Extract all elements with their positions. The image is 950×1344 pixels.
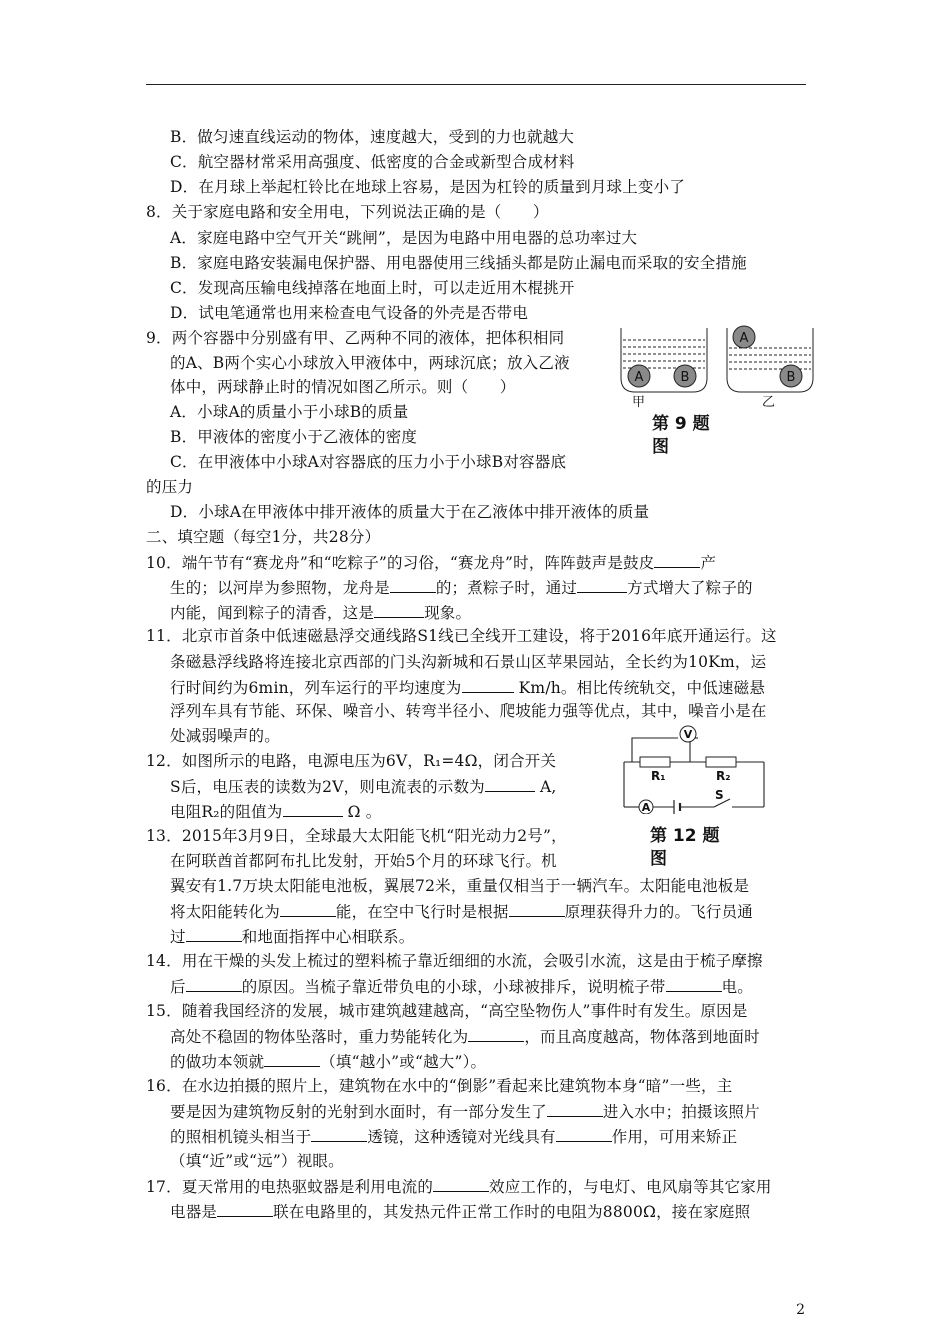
svg-text:B: B: [680, 370, 690, 385]
q9-option-d: D．小球A在甲液体中排开液体的质量大于在乙液体中排开液体的质量: [170, 503, 650, 521]
q12-voltmeter: [680, 726, 696, 742]
q12-label-r1: R₁: [651, 769, 666, 783]
q9-option-b: B．甲液体的密度小于乙液体的密度: [170, 428, 418, 446]
q8-stem: 8．关于家庭电路和安全用电，下列说法正确的是（ ）: [146, 203, 549, 221]
q9-stem-2: 的A、B两个实心小球放入甲液体中，两球沉底；放入乙液: [170, 354, 570, 372]
q16-line-4: （填“近”或“远”）视眼。: [170, 1152, 344, 1170]
q16-blank-3[interactable]: [556, 1126, 612, 1142]
q17-line-2: 电器是 联在电路里的，其发热元件正常工作时的电阻为8800Ω，接在家庭照: [170, 1203, 751, 1221]
section-2-heading: 二、填空题（每空1分，共28分）: [146, 528, 381, 546]
q12-ammeter: [639, 800, 653, 814]
svg-text:V: V: [683, 728, 693, 741]
q14-line-2: 后 的原因。当梳子靠近带负电的小球，小球被排斥，说明梳子带 电。: [170, 978, 754, 996]
q9-ball-b-jia: [674, 365, 696, 387]
q9-option-a: A．小球A的质量小于小球B的质量: [170, 403, 409, 421]
q12-resistor-r1: [640, 757, 670, 767]
q15-blank-2[interactable]: [264, 1051, 320, 1067]
q11-line-5: 处减弱噪声的。: [170, 727, 280, 745]
q9-caption-1: 第 9 题: [652, 414, 710, 434]
q12-blank-1[interactable]: [485, 776, 535, 792]
svg-text:B: B: [786, 370, 796, 385]
q7-option-d: D．在月球上举起杠铃比在地球上容易，是因为杠铃的质量到月球上变小了: [170, 178, 686, 196]
q15-line-3: 的做功本领就 （填“越小”或“越大”）。: [170, 1053, 487, 1071]
svg-text:A: A: [739, 331, 749, 346]
q17-blank-1[interactable]: [433, 1176, 489, 1192]
q16-line-2: 要是因为建筑物反射的光射到水面时，有一部分发生了 进入水中；拍摄该照片: [170, 1103, 760, 1121]
q17-line-1: 17．夏天常用的电热驱蚊器是利用电流的 效应工作的，与电灯、电风扇等其它家用: [146, 1178, 772, 1196]
svg-text:A: A: [641, 801, 651, 814]
q9-ball-a-jia: [628, 365, 650, 387]
q12-resistor-r2: [706, 757, 736, 767]
q10-line-2: 生的；以河岸为参照物，龙舟是 的；煮粽子时，通过 方式增大了粽子的: [170, 579, 753, 597]
q16-line-1: 16．在水边拍摄的照片上，建筑物在水中的“倒影”看起来比建筑物本身“暗”一些，主: [146, 1077, 733, 1095]
q8-option-b: B．家庭电路安装漏电保护器、用电器使用三线插头都是防止漏电而采取的安全措施: [170, 254, 747, 272]
q9-ball-a-yi: [733, 326, 755, 348]
q9-label-jia: 甲: [632, 395, 646, 410]
q17-blank-2[interactable]: [217, 1201, 273, 1217]
q15-line-1: 15．随着我国经济的发展，城市建筑越建越高，“高空坠物伤人”事件时有发生。原因是: [146, 1002, 748, 1020]
q10-line-3: 内能，闻到粽子的清香，这是 现象。: [170, 604, 472, 622]
q11-line-2: 条磁悬浮线路将连接北京西部的门头沟新城和石景山区苹果园站，全长约为10Km，运: [170, 653, 767, 671]
q12-caption-1: 第 12 题: [650, 826, 720, 846]
q10-blank-1[interactable]: [654, 552, 700, 568]
q7-option-c: C．航空器材常采用高强度、低密度的合金或新型合成材料: [170, 153, 575, 171]
q11-blank-1[interactable]: [462, 677, 514, 693]
q8-option-d: D．试电笔通常也用来检查电气设备的外壳是否带电: [170, 304, 529, 322]
header-rule: [146, 84, 806, 85]
q12-line-1: 12．如图所示的电路，电源电压为6V，R₁=4Ω，闭合开关: [146, 752, 557, 770]
q9-option-c-2: 的压力: [146, 478, 194, 496]
q13-blank-2[interactable]: [509, 901, 565, 917]
q13-blank-3[interactable]: [186, 926, 242, 942]
q13-line-5: 过 和地面指挥中心相联系。: [170, 928, 415, 946]
q7-option-b: B．做匀速直线运动的物体，速度越大，受到的力也就越大: [170, 128, 575, 146]
q13-blank-1[interactable]: [280, 901, 336, 917]
q13-line-3: 翼安有1.7万块太阳能电池板，翼展72米，重量仅相当于一辆汽车。太阳能电池板是: [170, 877, 750, 895]
q10-blank-2[interactable]: [390, 577, 436, 593]
q12-line-3: 电阻R₂的阻值为 Ω 。: [170, 803, 382, 821]
q9-figure: [615, 320, 815, 410]
q10-blank-3[interactable]: [577, 577, 627, 593]
q12-circuit-figure: [618, 722, 766, 814]
q9-label-yi: 乙: [762, 395, 776, 410]
q12-label-s: S: [715, 788, 724, 802]
q8-option-a: A．家庭电路中空气开关“跳闸”，是因为电路中用电器的总功率过大: [170, 229, 638, 247]
q16-line-3: 的照相机镜头相当于 透镜，这种透镜对光线具有 作用，可用来矫正: [170, 1128, 738, 1146]
q9-option-c-1: C．在甲液体中小球A对容器底的压力小于小球B对容器底: [170, 453, 567, 471]
q8-option-c: C．发现高压输电线掉落在地面上时，可以走近用木棍挑开: [170, 279, 575, 297]
q16-blank-2[interactable]: [311, 1126, 367, 1142]
q13-line-2: 在阿联酋首都阿布扎比发射，开始5个月的环球飞行。机: [170, 852, 557, 870]
q11-line-1: 11．北京市首条中低速磁悬浮交通线路S1线已全线开工建设，将于2016年底开通运行。这: [146, 627, 777, 645]
q11-line-4: 浮列车具有节能、环保、噪音小、转弯半径小、爬坡能力强等优点，其中，噪音小是在: [170, 702, 767, 720]
q9-stem-3: 体中，两球静止时的情况如图乙所示。则（ ）: [170, 378, 516, 396]
q14-blank-1[interactable]: [186, 976, 242, 992]
q14-line-1: 14．用在干燥的头发上梳过的塑料梳子靠近细细的水流，会吸引水流，这是由于梳子摩擦: [146, 952, 763, 970]
q12-label-r2: R₂: [716, 769, 731, 783]
q15-blank-1[interactable]: [468, 1026, 524, 1042]
q14-blank-2[interactable]: [666, 976, 722, 992]
q11-line-3: 行时间约为6min，列车运行的平均速度为 Km/h。相比传统轨交，中低速磁悬: [170, 679, 766, 697]
q9-ball-b-yi: [780, 365, 802, 387]
page-number: 2: [796, 1302, 805, 1318]
svg-text:A: A: [634, 370, 644, 385]
q10-line-1: 10．端午节有“赛龙舟”和“吃粽子”的习俗，“赛龙舟”时，阵阵鼓声是鼓皮 产: [146, 554, 717, 572]
q10-blank-4[interactable]: [374, 602, 424, 618]
q15-line-2: 高处不稳固的物体坠落时，重力势能转化为 ，而且高度越高，物体落到地面时: [170, 1028, 760, 1046]
q9-caption-2: 图: [652, 437, 669, 457]
q12-caption-2: 图: [650, 849, 667, 869]
q9-stem-1: 9．两个容器中分别盛有甲、乙两种不同的液体，把体积相同: [146, 329, 565, 347]
q13-line-1: 13．2015年3月9日，全球最大太阳能飞机“阳光动力2号”，: [146, 827, 567, 845]
q12-blank-2[interactable]: [283, 801, 343, 817]
q12-line-2: S后，电压表的读数为2V，则电流表的示数为 A,: [170, 778, 557, 796]
q16-blank-1[interactable]: [547, 1101, 603, 1117]
q13-line-4: 将太阳能转化为 能，在空中飞行时是根据 原理获得升力的。飞行员通: [170, 903, 754, 921]
